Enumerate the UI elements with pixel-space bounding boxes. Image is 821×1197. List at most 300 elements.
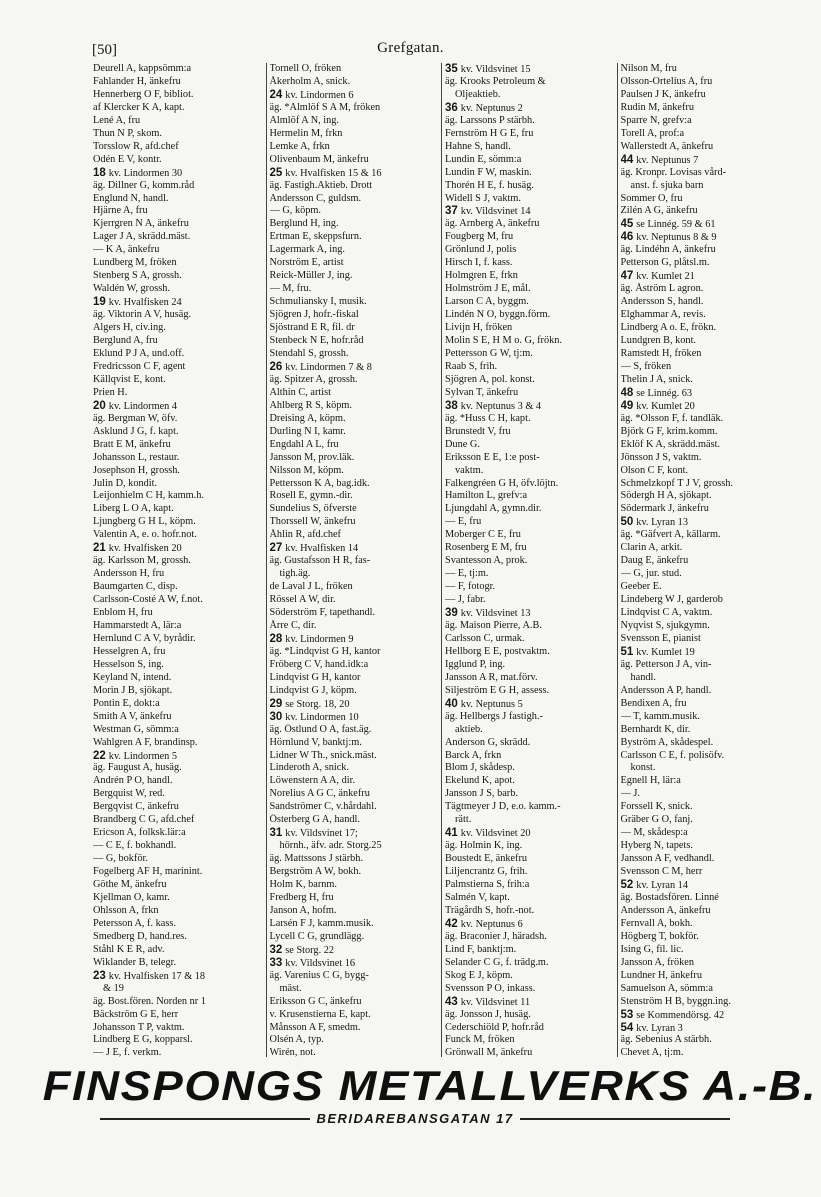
entry-text: Holm K, barnm. [269, 879, 337, 891]
property-heading [93, 750, 264, 763]
directory-entry [270, 931, 440, 944]
entry-text: Ljungberg G H L, köpm. [93, 516, 196, 528]
directory-entry [621, 465, 791, 478]
entry-text: Schmuliansky I, musik. [269, 296, 367, 308]
entry-text: Ståhl K E R, adv. [93, 943, 165, 955]
entry-text: Lundgren B, kont. [620, 335, 697, 347]
entry-text: Carlsson-Costé A W, f.not. [93, 594, 203, 606]
entry-text: Thelin J A, snick. [620, 373, 693, 385]
entry-text: — M, fru. [269, 283, 312, 295]
entry-text: — J, fabr. [445, 594, 486, 606]
directory-entry [93, 361, 264, 374]
property-label: kv. Lindormen 7 & 8 [285, 361, 372, 373]
directory-entry [270, 555, 440, 568]
directory-entry [270, 270, 440, 283]
directory-entry [445, 646, 615, 659]
entry-text: — T, kamm.musik. [620, 710, 700, 722]
entry-text: Bendixen A, fru [620, 697, 687, 709]
directory-entry [93, 348, 264, 361]
entry-text: Pettersson G W, tj:m. [445, 347, 533, 359]
directory-entry [93, 76, 264, 89]
entry-text: Holmgren E, frkn [445, 270, 518, 282]
directory-entry [445, 257, 615, 270]
directory-entry [93, 205, 264, 218]
entry-text: Anderson G, skrädd. [445, 736, 531, 748]
directory-entry [270, 322, 440, 335]
directory-entry [445, 931, 615, 944]
entry-text: äg. Fastigh.Aktieb. Drott [269, 179, 373, 191]
property-heading [270, 89, 440, 102]
entry-text: Baumgarten C, disp. [93, 581, 178, 593]
property-label: kv. Vildsvinet 13 [460, 608, 531, 620]
entry-text: Björk G F, krim.komm. [620, 425, 718, 437]
entry-text: Svensson P O, inkass. [445, 982, 536, 994]
property-label: kv. Kumlet 21 [636, 271, 695, 283]
entry-text: Bergström A W, bokh. [269, 866, 362, 878]
directory-entry [445, 620, 615, 633]
directory-entry [445, 555, 615, 568]
property-label: kv. Kumlet 19 [636, 646, 695, 658]
directory-entry [621, 141, 791, 154]
property-number: 20 [93, 399, 106, 412]
property-heading [621, 879, 791, 892]
property-heading [621, 646, 791, 659]
entry-text: Kjellman O, kamr. [93, 892, 170, 903]
entry-text: Berglund A, fru [93, 335, 158, 347]
entry-text: Ljungdahl A, gymn.dir. [445, 503, 542, 515]
entry-text: Hörnlund V, banktj:m. [269, 736, 362, 748]
directory-entry [445, 801, 615, 814]
property-number: 30 [269, 710, 283, 723]
directory-entry [445, 711, 615, 724]
directory-entry [270, 115, 440, 128]
entry-text: äg. Mattssons J stärbh. [269, 853, 364, 865]
divider [100, 1118, 310, 1120]
entry-text: Ekelund K, apot. [445, 775, 515, 787]
property-number: 21 [93, 542, 106, 555]
directory-entry [445, 89, 615, 102]
entry-text: hörnh., äfv. adr. Storg.25 [279, 840, 382, 852]
entry-text: äg. *Gäfvert A, källarm. [620, 529, 721, 541]
property-number: 40 [445, 697, 458, 710]
property-heading [93, 400, 264, 413]
property-number: 36 [445, 101, 458, 114]
entry-text: anst. f. sjuka barn [630, 179, 704, 191]
entry-text: Dreising A, köpm. [269, 412, 346, 424]
entry-text: Hernlund C A V, byrådir. [93, 632, 196, 644]
directory-entry [270, 581, 440, 594]
directory-entry [93, 465, 264, 478]
directory-entry [270, 529, 440, 542]
entry-text: Livijn H, fröken [445, 322, 513, 334]
directory-entry [93, 762, 264, 775]
entry-text: Pettersson K A, bag.idk. [269, 477, 370, 489]
entry-text: Widell S J, vaktm. [445, 192, 521, 204]
entry-text: Pontin E, dokt:a [93, 697, 160, 709]
entry-text: Valentin A, e. o. hofr.not. [93, 529, 197, 541]
entry-text: Hermelin M, frkn [269, 127, 343, 139]
entry-text: äg. Dillner G, komm.råd [93, 179, 195, 191]
property-label: kv. Neptunus 7 [636, 154, 699, 166]
directory-entry [621, 788, 791, 801]
property-label: kv. Kumlet 20 [636, 400, 695, 412]
property-number: 48 [620, 386, 634, 399]
entry-text: Lindqvist C A, vaktm. [620, 607, 713, 619]
directory-entry [445, 231, 615, 244]
entry-text: äg. Viktorin A V, husäg. [93, 309, 192, 321]
entry-text: Lundner H, änkefru [620, 969, 702, 981]
directory-entry [270, 970, 440, 983]
directory-entry [270, 400, 440, 413]
entry-text: Hennerberg O F, bibliot. [93, 88, 194, 100]
directory-entry [445, 853, 615, 866]
entry-text: äg. *Huss C H, kapt. [445, 412, 531, 424]
entry-text: Carlsson C, urmak. [445, 632, 525, 644]
entry-text: äg. Åström L agron. [620, 283, 704, 295]
entry-text: Engdahl A L, fru [269, 438, 339, 450]
directory-entry [445, 413, 615, 426]
directory-entry [270, 154, 440, 167]
directory-entry [621, 374, 791, 387]
entry-text: Eklöf K A, skrädd.mäst. [620, 438, 721, 450]
directory-entry [621, 581, 791, 594]
property-number: 24 [269, 88, 283, 101]
directory-entry [270, 814, 440, 827]
directory-entry [445, 361, 615, 374]
property-label: kv. Neptunus 6 [460, 918, 523, 930]
property-number: 31 [269, 827, 283, 840]
entry-text: Hirsch I, f. kass. [445, 257, 513, 269]
directory-entry [445, 775, 615, 788]
directory-entry [93, 905, 264, 918]
entry-text: Andrén P O, handl. [93, 775, 173, 787]
directory-entry [270, 465, 440, 478]
property-number: 43 [445, 995, 458, 1008]
entry-text: Stenbeck N E, hofr.råd [269, 335, 364, 347]
entry-text: Fernström H G E, fru [445, 127, 534, 139]
directory-entry [270, 685, 440, 698]
entry-text: Paulsen J K, änkefru [620, 88, 706, 100]
directory-entry [93, 335, 264, 348]
directory-entry [445, 840, 615, 853]
directory-entry [445, 348, 615, 361]
property-heading [93, 296, 264, 309]
property-heading [445, 400, 615, 413]
entry-text: Holmström J E, mål. [445, 283, 531, 295]
directory-entry [270, 672, 440, 685]
entry-text: Sjögren A, pol. konst. [445, 373, 535, 385]
property-heading [270, 542, 440, 555]
entry-text: Palmstierna S, frih:a [445, 879, 530, 891]
entry-text: Siljeström E G H, assess. [445, 684, 550, 696]
entry-text: Sommer O, fru [620, 192, 683, 204]
directory-entry [445, 685, 615, 698]
entry-text: Fröberg C V, hand.idk:a [269, 658, 369, 670]
entry-text: Funck M, fröken [445, 1034, 515, 1046]
directory-entry [445, 892, 615, 905]
entry-text: Ohlsson A, frkn [93, 904, 159, 916]
directory-entry [270, 1034, 440, 1047]
entry-text: Reick-Müller J, ing. [269, 270, 353, 282]
directory-entry [621, 322, 791, 335]
directory-entry [270, 607, 440, 620]
directory-entry [445, 529, 615, 542]
directory-entry [93, 503, 264, 516]
entry-text: Olivenbaum M, änkefru [269, 153, 369, 165]
entry-text: Nilsson M, köpm. [269, 464, 344, 476]
advertisement-title: FINSPONGS METALLVERKS A.-B. [42, 1062, 818, 1109]
directory-entry [93, 659, 264, 672]
directory-entry [270, 568, 440, 581]
directory-entry [621, 503, 791, 516]
directory-entry [270, 478, 440, 491]
property-label: kv. Lindormen 4 [108, 400, 178, 412]
entry-text: Waldén W, grossh. [93, 283, 170, 295]
directory-entry [93, 788, 264, 801]
entry-text: äg. Lindéhn A, änkefru [620, 244, 716, 256]
directory-entry [270, 128, 440, 141]
entry-text: Keyland N, intend. [93, 671, 172, 683]
directory-entry [445, 167, 615, 180]
directory-entry [270, 905, 440, 918]
directory-entry [445, 296, 615, 309]
entry-text: äg. Braconier J, häradsh. [445, 930, 547, 942]
directory-entry [93, 63, 264, 76]
property-heading [270, 698, 440, 711]
directory-entry [270, 996, 440, 1009]
entry-text: Bernhardt K, dir. [620, 723, 691, 735]
directory-entry [445, 322, 615, 335]
property-number: 41 [445, 827, 458, 840]
property-heading [270, 711, 440, 724]
directory-entry [93, 309, 264, 322]
property-number: 51 [620, 645, 634, 658]
directory-entry [621, 115, 791, 128]
entry-text: Julin D, kondit. [93, 477, 158, 489]
directory-entry [445, 452, 615, 465]
directory-entry [93, 102, 264, 115]
entry-text: Forssell K, snick. [620, 801, 693, 813]
directory-entry [270, 452, 440, 465]
directory-entry [445, 542, 615, 555]
entry-text: — G, jur. stud. [620, 568, 682, 580]
entry-text: Källqvist E, kont. [93, 373, 166, 385]
directory-entry [621, 1047, 791, 1057]
entry-text: Bratt E M, änkefru [93, 438, 171, 450]
directory-entry [445, 905, 615, 918]
entry-text: Andersson A, änkefru [620, 904, 711, 916]
entry-text: Skog E J, köpm. [445, 969, 513, 981]
directory-entry [270, 646, 440, 659]
directory-entry [445, 270, 615, 283]
directory-entry [621, 296, 791, 309]
directory-entry [93, 840, 264, 853]
directory-entry [93, 1047, 264, 1057]
directory-entry [270, 141, 440, 154]
entry-text: Prien H. [93, 386, 128, 398]
entry-text: Stendahl S, grossh. [269, 347, 349, 359]
entry-text: äg. Bost.fören. Norden nr 1 [93, 995, 206, 1007]
directory-entry [270, 801, 440, 814]
entry-text: Raab S, frih. [445, 360, 498, 372]
entry-text: Liberg L O A, kapt. [93, 503, 174, 515]
directory-entry [93, 685, 264, 698]
entry-text: Lindberg A o. E, frökn. [620, 322, 717, 334]
directory-entry [621, 426, 791, 439]
advertisement [42, 1062, 818, 1133]
directory-entry [445, 180, 615, 193]
directory-entry [93, 1022, 264, 1035]
directory-entry [621, 594, 791, 607]
property-label: kv. Neptunus 3 & 4 [460, 400, 542, 412]
property-label: kv. Lindormen 9 [285, 633, 354, 645]
directory-entry [93, 218, 264, 231]
entry-text: Egnell H, lär:a [620, 775, 681, 787]
entry-text: äg. Gustafsson H R, fas- [269, 555, 371, 567]
entry-text: & 19 [103, 982, 124, 994]
entry-text: Enblom H, fru [93, 607, 153, 619]
entry-text: Sjögren J, hofr.-fiskal [269, 309, 359, 321]
property-number: 33 [269, 956, 283, 969]
property-label: kv. Lindormen 6 [285, 89, 354, 101]
directory-entry [270, 503, 440, 516]
entry-text: Thun N P, skom. [93, 127, 162, 139]
entry-text: Smith A V, änkefru [93, 710, 172, 722]
divider [520, 1118, 730, 1120]
entry-text: Westman G, sömm:a [93, 723, 179, 735]
directory-entry [621, 413, 791, 426]
page-title: Grefgatan. [377, 40, 444, 56]
entry-text: Jansson A F, vedhandl. [620, 853, 715, 865]
directory-entry [93, 814, 264, 827]
property-heading [270, 361, 440, 374]
directory-entry [621, 257, 791, 270]
entry-text: Lind F, banktj:m. [445, 943, 517, 955]
property-number: 39 [445, 607, 458, 620]
directory-entry [445, 594, 615, 607]
directory-entry [621, 853, 791, 866]
entry-text: Lundberg M, fröken [93, 257, 177, 269]
property-label: kv. Vildsvinet 20 [460, 828, 531, 840]
directory-entry [621, 762, 791, 775]
entry-text: Johansson L, restaur. [93, 451, 180, 463]
directory-entry [93, 931, 264, 944]
entry-text: Olsén A, typ. [269, 1034, 324, 1046]
directory-entry [93, 257, 264, 270]
entry-text: Ahlberg R S, köpm. [269, 399, 352, 411]
entry-text: Jansson M, prov.läk. [269, 451, 355, 463]
entry-text: Wallerstedt A, änkefru [620, 140, 714, 152]
directory-entry [93, 698, 264, 711]
entry-text: Andersson C, guldsm. [269, 192, 362, 204]
directory-entry [445, 193, 615, 206]
directory-entry [270, 218, 440, 231]
directory-entry [445, 866, 615, 879]
entry-text: Carlsson C E, f. polisöfv. [620, 749, 725, 761]
directory-entry [621, 931, 791, 944]
entry-text: Eriksson G C, änkefru [269, 995, 362, 1007]
entry-text: — S, fröken [620, 360, 672, 372]
property-heading [445, 698, 615, 711]
entry-text: handl. [630, 671, 656, 683]
entry-text: Larsén F J, kamm.musik. [269, 917, 374, 929]
entry-text: Blom J, skådesp. [445, 762, 515, 774]
directory-entry [93, 322, 264, 335]
directory-entry [93, 853, 264, 866]
entry-text: Igglund P, ing. [445, 658, 506, 670]
entry-text: de Laval J L, fröken [269, 581, 353, 593]
entry-text: Torell A, prof:a [620, 127, 685, 139]
property-number: 38 [445, 399, 458, 412]
directory-entry [445, 750, 615, 763]
entry-text: Lundin E, sömm:a [445, 153, 522, 165]
entry-text: Bäckström G E, herr [93, 1008, 179, 1020]
entry-text: Hammarstedt A, lär:a [93, 619, 182, 631]
directory-entry [93, 283, 264, 296]
property-number: 50 [620, 516, 634, 529]
directory-entry [270, 724, 440, 737]
entry-text: Sparre N, grefv:a [620, 114, 692, 126]
entry-text: Daug E, änkefru [620, 555, 689, 567]
entry-text: Rosell E, gymn.-dir. [269, 490, 353, 502]
directory-entry [445, 465, 615, 478]
entry-text: Andersson A P, handl. [620, 684, 712, 696]
directory-column-2 [266, 63, 442, 1057]
property-label: kv. Vildsvinet 11 [460, 996, 531, 1008]
property-heading [270, 633, 440, 646]
property-number: 52 [620, 879, 634, 892]
directory-entry [270, 620, 440, 633]
directory-entry [270, 387, 440, 400]
property-number: 44 [620, 153, 634, 166]
entry-text: Olson C F, kont. [620, 464, 689, 476]
property-number: 47 [620, 270, 634, 283]
directory-entry [270, 244, 440, 257]
directory-entry [270, 490, 440, 503]
directory-entry [445, 970, 615, 983]
entry-text: Leijonhielm C H, kamm.h. [93, 490, 204, 502]
entry-text: — F, fotogr. [445, 581, 496, 593]
property-label: kv. Neptunus 2 [460, 102, 523, 114]
property-heading [270, 957, 440, 970]
directory-entry [270, 257, 440, 270]
directory-entry [93, 426, 264, 439]
entry-text: Rudin M, änkefru [620, 101, 694, 113]
entry-text: Schmelzkopf T J V, grossh. [620, 477, 734, 489]
entry-text: Nyqvist S, sjukgymn. [620, 619, 710, 631]
property-heading [93, 970, 264, 983]
entry-text: Lycell C G, grundlägg. [269, 930, 365, 942]
directory-entry [270, 283, 440, 296]
entry-text: Wiklander B, telegr. [93, 956, 177, 968]
directory-columns [90, 63, 792, 1057]
property-label: kv. Lindormen 5 [108, 750, 178, 762]
entry-text: Josephson H, grossh. [93, 464, 180, 476]
directory-entry [270, 853, 440, 866]
directory-entry [93, 737, 264, 750]
property-heading [445, 827, 615, 840]
entry-text: Sandströmer C, v.hårdahl. [269, 801, 377, 813]
entry-text: Wirén, not. [269, 1047, 316, 1057]
entry-text: Sundelius S, öfverste [269, 503, 357, 515]
directory-entry [445, 115, 615, 128]
entry-text: Lemke A, frkn [269, 140, 330, 152]
entry-text: äg. Varenius C G, bygg- [269, 969, 369, 981]
entry-text: äg. Sebenius A stärbh. [620, 1034, 712, 1046]
directory-entry [93, 193, 264, 206]
entry-text: Löwenstern A A, dir. [269, 775, 356, 787]
property-heading [270, 944, 440, 957]
